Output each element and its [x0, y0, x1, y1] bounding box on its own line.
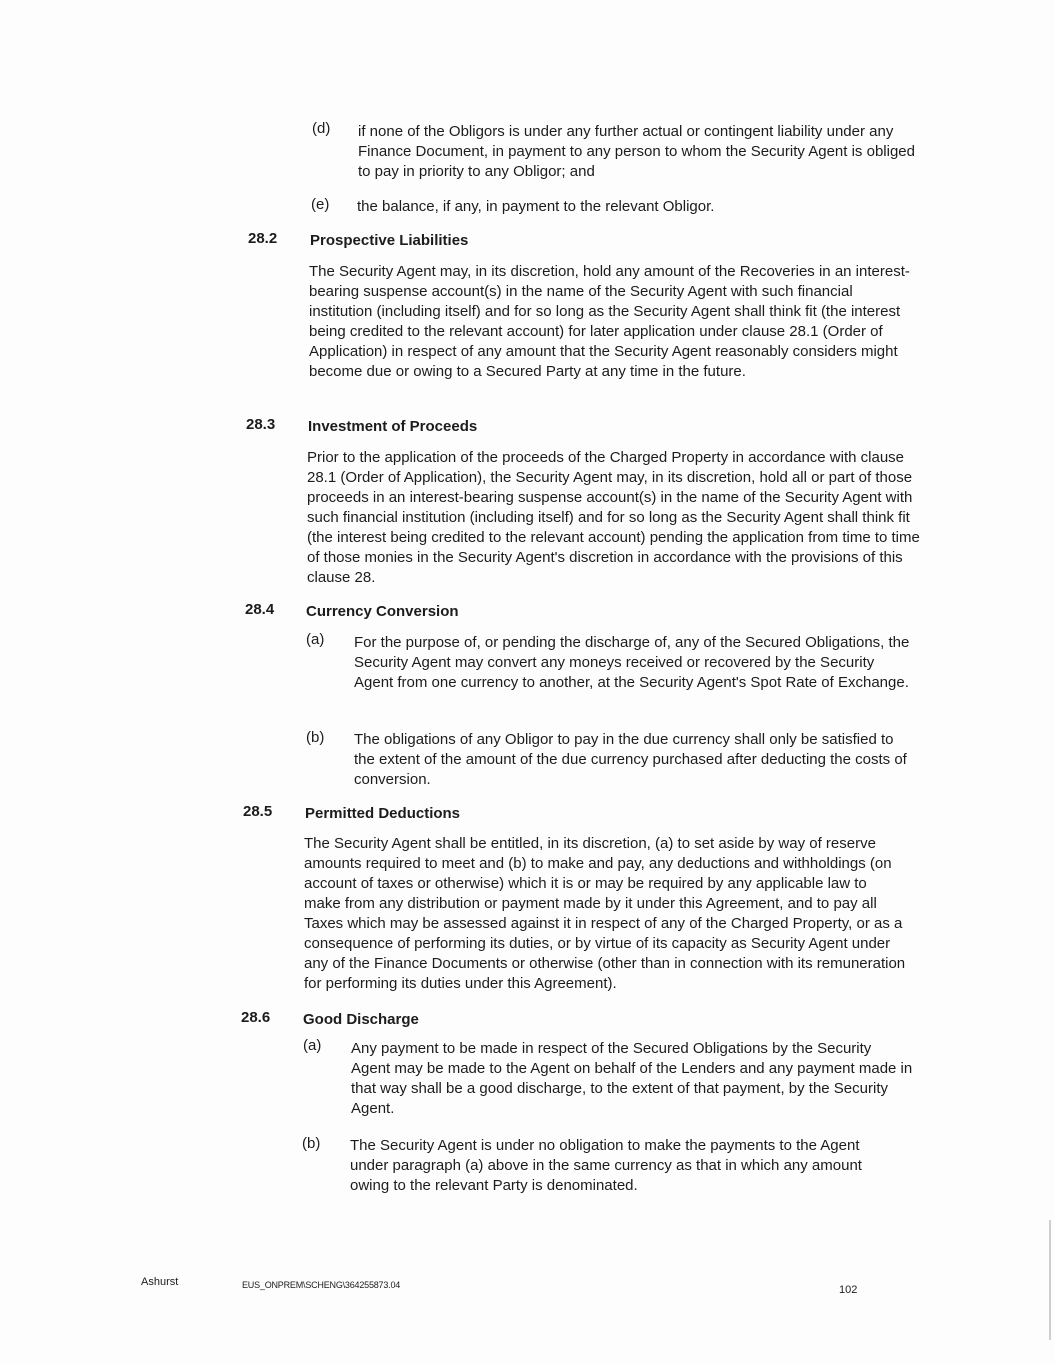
section-number: 28.6 — [241, 1009, 271, 1026]
item-label: (b) — [306, 729, 325, 746]
item-text: Any payment to be made in respect of the Secured Obligations by the Security Agent may be made to the Agent on behalf of the Lenders and any payment made in that way shall be a good discharge, to the extent of that payment, by the Security Agent. — [351, 1040, 913, 1117]
footer-reference: EUS_ONPREM\SCHENG\364255873.04 — [242, 1280, 401, 1290]
item-text-d: if none of the Obligors is under any further actual or contingent liability under any Finance Document, in payment to any person to whom the Security Agent is obliged to pay in priority to any Obligor; and — [358, 123, 915, 180]
section-body: The Security Agent shall be entitled, in its discretion, (a) to set aside by way of reserve amounts required to meet and (b) to make and pay, any deductions and withholdings (on account of taxes or otherwise) which it is or may be required by any applicable law to make from any distribution or payment made by it under this Agreement, and to pay all Taxes which may be assessed against it in respect of any of the Charged Property, or as a consequence of performing its duties, or by virtue of its capacity as Security Agent under any of the Finance Documents or otherwise (other than in connection with its remuneration for performing its duties under this Agreement). — [304, 835, 906, 992]
section-title: Good Discharge — [303, 1011, 419, 1028]
scan-edge-divider — [1049, 1220, 1051, 1340]
item-text: For the purpose of, or pending the discharge of, any of the Secured Obligations, the Security Agent may convert any moneys received or recovered by the Security Agent from one currency to another, at the Security Agent's Spot Rate of Exchange. — [354, 634, 910, 691]
section-body: Prior to the application of the proceeds of the Charged Property in accordance with clause 28.1 (Order of Application), the Security Agent may, in its discretion, hold all or part of those proceeds in an interest-bearing suspense account(s) in the name of the Security Agent with such financial institution (including itself) and for so long as the Security Agent shall think fit (the interest being credited to the relevant account) pending the application from time to time of those monies in the Security Agent's discretion in accordance with the provisions of this clause 28. — [307, 449, 920, 586]
page-number: 102 — [839, 1284, 858, 1296]
item-label: (a) — [303, 1037, 322, 1054]
item-text-e: the balance, if any, in payment to the relevant Obligor. — [357, 198, 715, 215]
item-text: The Security Agent is under no obligation to make the payments to the Agent under paragraph (a) above in the same currency as that in which any amount owing to the relevant Party is denominated. — [350, 1137, 862, 1194]
section-number: 28.4 — [245, 601, 275, 618]
section-title: Permitted Deductions — [305, 805, 461, 822]
section-number: 28.3 — [246, 416, 276, 433]
section-number: 28.5 — [243, 803, 273, 820]
section-number: 28.2 — [248, 230, 278, 247]
item-text: The obligations of any Obligor to pay in the due currency shall only be satisfied to the extent of the amount of the due currency purchased after deducting the costs of conversion. — [354, 731, 907, 788]
item-label-e: (e) — [311, 196, 330, 213]
footer-firm: Ashurst — [141, 1276, 179, 1288]
section-title: Prospective Liabilities — [310, 232, 469, 249]
section-body: The Security Agent may, in its discretion, hold any amount of the Recoveries in an interest-bearing suspense account(s) in the name of the Security Agent with such financial institution (including itself) and for so long as the Security Agent shall think fit (the interest being credited to the relevant account) for later application under clause 28.1 (Order of Application) in respect of any amount that the Security Agent reasonably considers might become due or owing to a Secured Party at any time in the future. — [309, 263, 910, 380]
item-label-d: (d) — [312, 120, 331, 137]
item-label: (b) — [302, 1135, 321, 1152]
section-title: Investment of Proceeds — [308, 418, 478, 435]
section-title: Currency Conversion — [306, 603, 459, 620]
item-label: (a) — [306, 631, 325, 648]
